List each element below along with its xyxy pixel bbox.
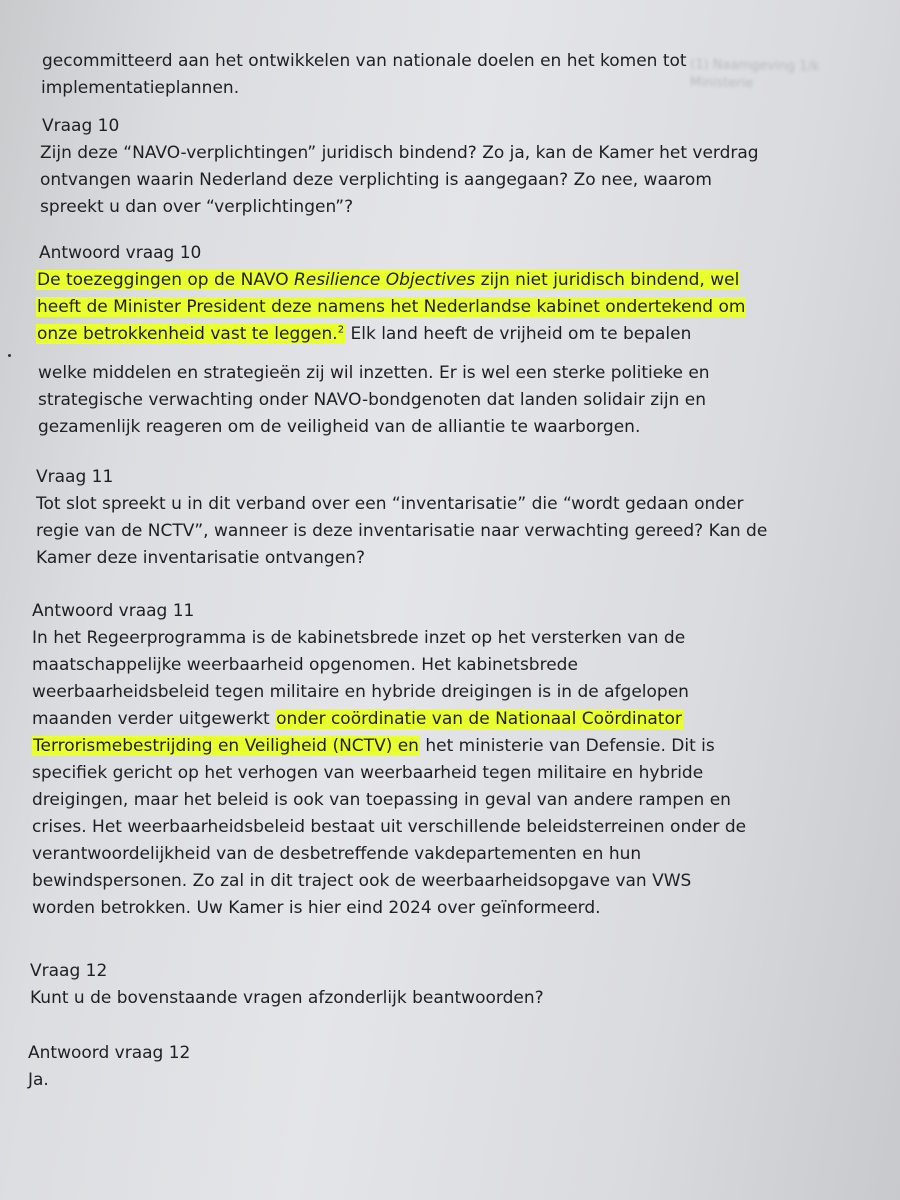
answer-10-continued: welke middelen en strategieën zij wil inzetten. Er is wel een sterke politieke en strategische verwachting onder NAVO-bondgenoten dat landen solidair zijn en gezamenlijk reageren om de veiligheid van de alliantie te waarborgen. [38, 363, 710, 437]
question-12-heading: Vraag 12 [30, 961, 108, 981]
highlight: onze betrokkenheid vast te leggen.$^2$ [37, 324, 345, 344]
question-11-heading: Vraag 11 [36, 467, 114, 487]
highlight: Terrorismebestrijding en Veiligheid (NCTV) en [33, 736, 419, 756]
question-10: Vraag 10 Zijn deze “NAVO-verplichtingen” juridisch bindend? Zo ja, kan de Kamer het verdrag ontvangen waarin Nederland deze verplichting is aangegaan? Zo nee, waarom spreekt u dan over “verplichtingen”? [36, 113, 750, 221]
question-12: Vraag 12 Kunt u de bovenstaande vragen afzonderlijk beantwoorden? [30, 958, 750, 1012]
speck [8, 354, 11, 357]
highlight: heeft de Minister President deze namens het Nederlandse kabinet ondertekend om [37, 297, 746, 317]
highlight: De toezeggingen op de NAVO Resilience Objectives zijn niet juridisch bindend, wel [37, 270, 740, 290]
answer-10: Antwoord vraag 10 De toezeggingen op de NAVO Resilience Objectives zijn niet juridisch bindend, wel heeft de Minister President deze namens het Nederlandse kabinet ondertekend om onze betrokkenheid vast te leggen.$^2$ Elk land heeft de vrijheid om te bepalen [36, 240, 750, 348]
footnote-marker: 2 [337, 324, 345, 336]
answer-11: Antwoord vraag 11 In het Regeerprogramma is de kabinetsbrede inzet op het versterken van de maatschappelijke weerbaarheid opgenomen. Het kabinetsbrede weerbaarheidsbeleid tegen militaire en hybride dreigingen is in de afgelopen maanden verder uitgewerkt onder coördinatie van de Nationaal Coördinator Terrorismebestrijding en Veiligheid (NCTV) en het ministerie van Defensie. Dit is specifiek gericht op het verhogen van weerbaarheid tegen militaire en hybride dreigingen, maar het beleid is ook van toepassing in geval van andere rampen en crises. Het weerbaarheidsbeleid bestaat uit verschillende beleidsterreinen onder de verantwoordelijkheid van de desbetreffende vakdepartementen en hun bewindspersonen. Zo zal in dit traject ook de weerbaarheidsopgave van VWS worden betrokken. Uw Kamer is hier eind 2024 over geïnformeerd. [32, 598, 750, 922]
answer-11-heading: Antwoord vraag 11 [32, 601, 195, 621]
highlight: onder coördinatie van de Nationaal Coördinator [276, 709, 682, 729]
intro-paragraph: gecommitteerd aan het ontwikkelen van nationale doelen en het komen tot implementatieplannen. [41, 51, 687, 98]
question-11: Vraag 11 Tot slot spreekt u in dit verband over een “inventarisatie” die “wordt gedaan onder regie van de NCTV”, wanneer is deze inventarisatie naar verwachting gereed? Kan de Kamer deze inventarisatie ontvangen? [36, 464, 750, 572]
answer-10-heading: Antwoord vraag 10 [39, 243, 202, 263]
answer-12: Antwoord vraag 12 Ja. [28, 1040, 750, 1094]
blurred-header-text: (1) Naamgeving 1/k Ministerie [689, 57, 820, 92]
answer-12-heading: Antwoord vraag 12 [28, 1043, 191, 1063]
question-10-heading: Vraag 10 [42, 116, 120, 136]
